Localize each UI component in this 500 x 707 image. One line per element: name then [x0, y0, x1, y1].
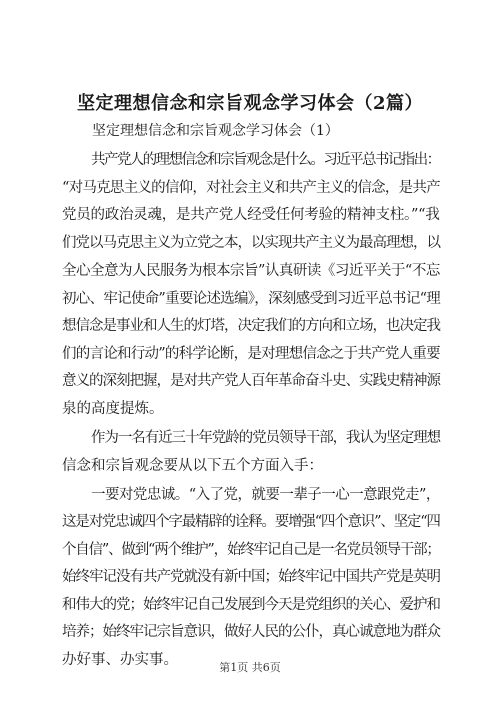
paragraph-line: 个自信”、做到“两个维护”，始终牢记自己是一名党员领导干部；	[62, 542, 440, 558]
paragraph-line: 想信念是事业和人生的灯塔，决定我们的方向和立场，也决定我	[62, 318, 440, 334]
paragraph-line: 全心全意为人民服务为根本宗旨”认真研读《习近平关于“不忘	[62, 263, 440, 279]
paragraph-line: “对马克思主义的信仰，对社会主义和共产主义的信念，是共产	[62, 180, 440, 196]
paragraph-line: 初心、牢记使命”重要论述选编》，深刻感受到习近平总书记“理	[62, 291, 441, 307]
document-subtitle: 坚定理想信念和宗旨观念学习体会（1）	[92, 123, 339, 139]
paragraph-line: 党员的政治灵魂，是共产党人经受任何考验的精神支柱。”“我	[62, 207, 440, 223]
paragraph-line: 培养；始终牢记宗旨意识，做好人民的公仆，真心诚意地为群众	[62, 624, 440, 640]
paragraph-line: 泉的高度提炼。	[62, 401, 164, 417]
paragraph-line: 办好事、办实事。	[62, 652, 178, 668]
page-footer: 第1页 共6页	[219, 661, 281, 674]
paragraph-line: 们党以马克思主义为立党之本，以实现共产主义为最高理想，以	[62, 235, 440, 251]
document-title: 坚定理想信念和宗旨观念学习体会（2篇）	[76, 93, 424, 114]
paragraph-line: 和伟大的党；始终牢记自己发展到今天是党组织的关心、爱护和	[62, 597, 440, 613]
paragraph-line: 们的言论和行动”的科学论断，是对理想信念之于共产党人重要	[62, 346, 440, 362]
paragraph-line: 这是对党忠诚四个字最精辟的诠释。要增强“四个意识”、坚定“四	[62, 514, 440, 530]
paragraph-line: 作为一名有近三十年党龄的党员领导干部，我认为坚定理想	[91, 430, 440, 446]
paragraph-line: 一要对党忠诚。“入了党，就要一辈子一心一意跟党走”，	[91, 487, 440, 503]
paragraph-line: 信念和宗旨观念要从以下五个方面入手：	[62, 458, 323, 474]
paragraph-line: 始终牢记没有共产党就没有新中国；始终牢记中国共产党是英明	[62, 569, 440, 585]
paragraph-line: 共产党人的理想信念和宗旨观念是什么。习近平总书记指出：	[91, 152, 440, 168]
paragraph-line: 意义的深刻把握，是对共产党人百年革命奋斗史、实践史精神源	[62, 373, 440, 389]
